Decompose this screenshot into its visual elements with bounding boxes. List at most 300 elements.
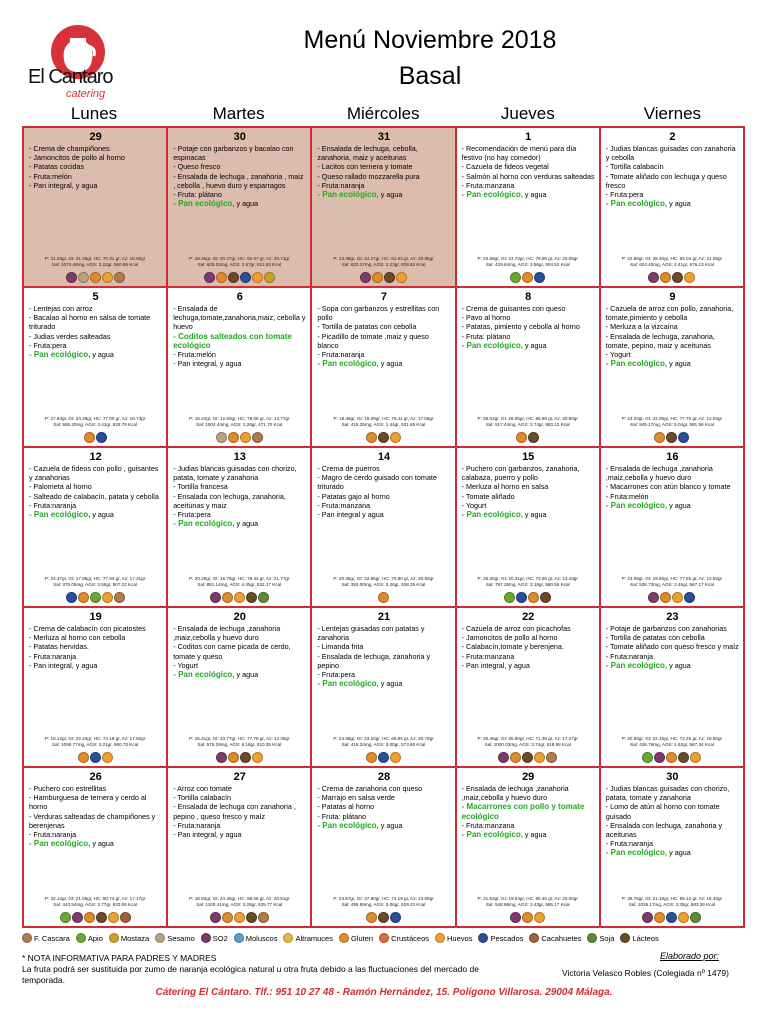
- menu-item: [606, 322, 739, 331]
- apio-icon: [60, 912, 71, 923]
- menu-item: [173, 510, 306, 519]
- menu-item: [29, 313, 162, 331]
- nutritionist-signature: Victoria Velasco Robles (Colegiada nº 1479): [562, 968, 729, 978]
- menu-item: [462, 162, 595, 171]
- nutrition-line-2: Sal: 1074.48mg, AGS: 3.22gr, 560.86 Kcal: [51, 262, 139, 267]
- apio-icon: [504, 592, 515, 603]
- menu-items: [462, 784, 595, 839]
- menu-item-text: - Fruta:pera: [317, 670, 355, 680]
- lacteos-icon: [96, 912, 107, 923]
- menu-item-suffix: y agua: [667, 359, 691, 369]
- day-number: 27: [233, 771, 246, 783]
- legend-item: [155, 933, 195, 943]
- legend-item: [76, 933, 103, 943]
- day-header-0: Lunes: [70, 104, 118, 123]
- day-number: 9: [669, 291, 676, 303]
- huevos-icon: [252, 752, 263, 763]
- cacahuetes-icon: [120, 912, 131, 923]
- menu-item-text: - Pan ecológico,: [605, 359, 668, 369]
- lacteos-icon: [672, 272, 683, 283]
- menu-item-text: - Tomate aliñado con lechuga y queso fresco: [605, 171, 727, 190]
- day-cell: [601, 288, 743, 446]
- legend-label: Crustáceos: [391, 933, 430, 943]
- menu-item: [606, 848, 739, 857]
- menu-items: [462, 624, 595, 670]
- legend-item: [620, 933, 658, 943]
- day-number: 1: [525, 131, 532, 143]
- nutrition-info: [28, 256, 162, 268]
- menu-item-text: - Cazuela de arroz con picachofas: [461, 624, 571, 633]
- menu-item: [173, 332, 306, 350]
- menu-item: [29, 341, 162, 350]
- huevos-icon: [234, 912, 245, 923]
- menu-item-suffix: y agua: [90, 350, 114, 360]
- menu-item-text: - Potaje de garbanzos con zanahorias: [605, 624, 727, 633]
- nutrition-line-2: Sal: 375.05mg, AGS: 3.55gr, 807.22 Kcal: [53, 582, 137, 587]
- menu-item: [29, 501, 162, 510]
- menu-item-text: - Pan ecológico,: [173, 199, 235, 209]
- nutrition-info: [461, 736, 595, 748]
- huevos-icon: [435, 933, 445, 943]
- nutrition-line-1: P: 18.49gr, Gt: 18.09gr, HC: 75.11 gr, Az: 17.55gr: [333, 416, 434, 421]
- day-number: 31: [377, 131, 391, 143]
- menu-item: [173, 144, 306, 162]
- nutrition-line-1: P: 24.37gr, Gt: 17.85gr, HC: 77.93 gr, Az: 17.21gr: [44, 576, 146, 581]
- menu-item: [317, 492, 450, 501]
- day-cell: [168, 608, 310, 766]
- allergen-icons: [168, 432, 310, 443]
- allergen-icons: [312, 912, 454, 923]
- apio-icon: [90, 592, 101, 603]
- menu-item-text: - Pan integral, y agua: [461, 660, 530, 670]
- menu-item-text: - Judias blancas guisadas con chorizo, patata, tomate y zanahoria: [605, 784, 730, 803]
- nutrition-line-2: Sal: 1095.77mg, AGS: 3.21gr, 560.70 Kcal: [51, 742, 139, 747]
- nutrition-line-1: P: 26.45gr, Gt: 20.37gr, HC: 82.07 gr, Az: 30.71gr: [189, 256, 290, 261]
- menu-item-text: - Judias verdes salteadas: [29, 331, 111, 341]
- menu-item-text: - Patatas gajo al horno: [317, 491, 390, 501]
- allergen-icons: [24, 272, 166, 283]
- menu-item: [173, 821, 306, 830]
- huevos-icon: [102, 592, 113, 603]
- menu-item: [29, 492, 162, 501]
- so2-icon: [72, 912, 83, 923]
- menu-item-text: - Recomendación de menú para día festivo (no hay comedor): [461, 144, 577, 163]
- nutrition-line-1: P: 28.76gr, Gt: 21.18gr, HC: 85.12 gr, Az: 15.40gr: [621, 896, 723, 901]
- menu-item-text: - Cazuela de arroz con pollo, zanahoria, tomate,pimiento y cebolla: [605, 304, 734, 323]
- nutrition-line-1: P: 15.24gr, Gt: 12.69gr, HC: 79.06 gr, Az: 13.77gr: [189, 416, 290, 421]
- menu-item: [317, 821, 450, 830]
- crustaceos-icon: [379, 933, 389, 943]
- menu-item: [606, 652, 739, 661]
- menu-item-text: - Judias blancas guisadas con chorizo, patata, tomate y zanahoria: [173, 464, 297, 483]
- menu-item-text: - Fruta:naranja: [29, 651, 77, 661]
- menu-item: [29, 181, 162, 190]
- menu-item-text: - Pan ecológico,: [461, 340, 523, 350]
- menu-item-text: - Ensalada de lechuga ,zanahoria ,maiz,cebolla y huevo duro: [605, 464, 713, 483]
- nutrition-info: [316, 896, 450, 908]
- menu-item-text: - Ensalada de lechuga,tomate,zanahoria,maiz, cebolla y huevo: [173, 304, 306, 332]
- menu-item: [29, 839, 162, 848]
- day-cell: [457, 448, 599, 606]
- menu-item: [462, 341, 595, 350]
- menu-items: [29, 784, 162, 848]
- menu-item-suffix: y agua: [522, 340, 547, 350]
- menu-item: [29, 661, 162, 670]
- so2-icon: [498, 752, 509, 763]
- nutrition-line-1: P: 31.25gr, Gt: 21.46gr, HC: 70.31 gr, Az: 16.95gr: [44, 256, 146, 261]
- menu-item: [606, 784, 739, 802]
- nutrition-info: [172, 256, 306, 268]
- menu-item: [173, 464, 306, 482]
- nutrition-line-2: Sal: 1000.03mg, AGS: 3.74gr, 618.98 Kcal: [484, 742, 571, 747]
- menu-item: [173, 802, 306, 820]
- allergen-icons: [24, 912, 166, 923]
- menu-item: [606, 464, 739, 482]
- menu-item-text: - Fruta:manzana: [461, 820, 515, 830]
- el-cantaro-logo: [22, 24, 130, 108]
- gluten-icon: [660, 272, 671, 283]
- menu-item: [317, 350, 450, 359]
- menu-item-text: - Tortilla calabacín: [605, 162, 664, 172]
- menu-item: [317, 473, 450, 491]
- nutrition-line-2: Sal: 833.27mg, AGS: 3.23gr, 628.62 Kcal: [341, 262, 426, 267]
- day-cell: [24, 768, 166, 926]
- pescados-icon: [390, 912, 401, 923]
- nutrition-line-2: Sal: 495.59mg, AGS: 3.06gr, 629.22 Kcal: [341, 902, 426, 907]
- nutrition-info: [605, 256, 739, 268]
- nutrition-line-2: Sal: 426.76mg, AGS: 1.62gr, 567.34 Kcal: [630, 742, 714, 747]
- menu-item-suffix: y agua: [522, 190, 547, 200]
- legend-label: Sesamo: [167, 933, 195, 943]
- huevos-icon: [108, 912, 119, 923]
- nutrition-line-1: P: 23.06gr, Gt: 19.56gr, HC: 77.55 gr, Az: 13.82gr: [621, 576, 723, 581]
- menu-item-text: - Patatas, pimiento y cebolla al horno: [461, 322, 580, 332]
- pescados-icon: [516, 592, 527, 603]
- menu-item-text: - Pan integral y agua: [317, 510, 384, 520]
- allergen-icons: [168, 912, 310, 923]
- menu-item-text: - Fruta: plátano: [461, 331, 511, 341]
- menu-item-text: - Crema de guisantes con queso: [461, 304, 566, 313]
- menu-item-text: - Crema de calabacín con picatostes: [29, 624, 146, 633]
- soja-icon: [587, 933, 597, 943]
- huevos-icon: [390, 432, 401, 443]
- nutrition-line-1: P: 20.45gr, Gt: 25.80gr, HC: 71.38 gr, Az: 17.27gr: [477, 736, 578, 741]
- menu-item-suffix: y agua: [90, 839, 114, 849]
- menu-item-text: - Tortilla de patatas con cebolla: [317, 322, 417, 332]
- menu-item: [606, 162, 739, 171]
- menu-items: [606, 624, 739, 670]
- nutrition-line-2: Sal: 548.86mg, AGS: 3.43gr, 585.17 Kcal: [485, 902, 570, 907]
- menu-item-text: - Arroz con tomate: [173, 784, 232, 793]
- so2-icon: [510, 912, 521, 923]
- menu-item: [462, 332, 595, 341]
- menu-item-suffix: y agua: [522, 510, 547, 520]
- menu-item: [462, 482, 595, 491]
- sesamo-icon: [78, 272, 89, 283]
- so2-icon: [360, 272, 371, 283]
- menu-item: [317, 304, 450, 322]
- nutrition-info: [172, 736, 306, 748]
- menu-item: [606, 802, 739, 820]
- nutrition-line-2: Sal: 393.00mg, AGS: 3.26gr, 538.35 Kcal: [341, 582, 426, 587]
- legend-item: [201, 933, 228, 943]
- menu-item-text: - Patatas cocidas: [29, 162, 85, 172]
- gluten-icon: [228, 752, 239, 763]
- menu-item: [606, 199, 739, 208]
- nutrition-line-2: Sal: 849.17mg, AGS: 5.04gr, 591.58 Kcal: [630, 422, 714, 427]
- nutrition-info: [28, 736, 162, 748]
- nutrition-line-2: Sal: 538.73mg, AGS: 3.46gr, 567.17 Kcal: [630, 582, 714, 587]
- menu-item: [317, 359, 450, 368]
- huevos-icon: [390, 752, 401, 763]
- menu-item: [462, 144, 595, 162]
- gluten-icon: [522, 912, 533, 923]
- allergen-icons: [168, 272, 310, 283]
- nutrition-info: [461, 576, 595, 588]
- day-number: 14: [377, 451, 391, 463]
- menu-item-text: - Queso fresco: [173, 162, 221, 172]
- menu-item: [462, 464, 595, 482]
- menu-items: [462, 304, 595, 350]
- menu-item: [173, 162, 306, 171]
- cascara-icon: [114, 592, 125, 603]
- menu-item: [173, 350, 306, 359]
- menu-items: [317, 624, 450, 688]
- huevos-icon: [684, 272, 695, 283]
- menu-item: [317, 679, 450, 688]
- allergen-icons: [457, 912, 599, 923]
- menu-item: [317, 793, 450, 802]
- menu-item-text: - Pan ecológico,: [461, 190, 523, 200]
- gluten-icon: [78, 752, 89, 763]
- altramuces-icon: [283, 933, 293, 943]
- menu-item-text: - Fruta:naranja: [29, 830, 77, 840]
- nutrition-line-2: Sal: 628.02mg, AGS: 2.67gr, 611.63 Kcal: [197, 262, 281, 267]
- so2-icon: [204, 272, 215, 283]
- menu-item: [606, 350, 739, 359]
- day-cell: [24, 608, 166, 766]
- gluten-icon: [216, 272, 227, 283]
- menu-item-text: - Crema de zanahoria con queso: [317, 784, 423, 793]
- legend-item: [234, 933, 278, 943]
- legend-item: [339, 933, 373, 943]
- menu-item: [606, 359, 739, 368]
- so2-icon: [66, 272, 77, 283]
- so2-icon: [216, 752, 227, 763]
- menu-item-suffix: y agua: [234, 670, 259, 680]
- gluten-icon: [522, 272, 533, 283]
- nota-title: * NOTA INFORMATIVA PARA PADRES Y MADRES: [22, 953, 217, 963]
- menu-item-text: - Pan ecológico,: [317, 820, 379, 830]
- menu-item-text: - Yogurt: [605, 350, 631, 360]
- menu-item-text: - Merluza al horno con cebolla: [29, 633, 126, 643]
- huevos-icon: [234, 592, 245, 603]
- nutrition-line-1: P: 27.84gr, Gt: 24.29gr, HC: 77.00 gr, Az: 16.73gr: [44, 416, 146, 421]
- legend-item: [283, 933, 333, 943]
- menu-item-text: - Potaje con garbanzos y bacalao con espinacas: [173, 144, 294, 163]
- menu-item: [317, 812, 450, 821]
- logo-name: El Cantaro: [28, 66, 113, 88]
- day-number: 20: [233, 611, 246, 623]
- pescados-icon: [678, 432, 689, 443]
- nutrition-line-2: Sal: 565.20mg, AGS: 3.41gr, 628.79 Kcal: [53, 422, 137, 427]
- menu-item: [606, 332, 739, 350]
- gluten-icon: [90, 272, 101, 283]
- day-cell: [24, 288, 166, 446]
- menu-item-text: - Sopa con garbanzos y estrellitas con pollo: [317, 304, 440, 323]
- menu-item: [29, 642, 162, 651]
- menu-item-text: - Pan ecológico,: [173, 670, 235, 680]
- allergen-icons: [601, 752, 743, 763]
- menu-item: [173, 784, 306, 793]
- menu-item-suffix: y agua: [667, 660, 691, 670]
- menu-item-text: - Crema de puerros: [317, 464, 380, 473]
- menu-items: [173, 304, 306, 368]
- menu-item: [462, 784, 595, 802]
- menu-item-text: - Tortilla francesa: [173, 482, 228, 492]
- menu-items: [173, 624, 306, 679]
- day-number: 5: [92, 291, 99, 303]
- menu-item: [29, 652, 162, 661]
- legend-label: Moluscos: [245, 933, 278, 943]
- menu-item-text: - Crema de champiñones: [29, 144, 110, 153]
- nutrition-info: [172, 416, 306, 428]
- menu-item: [606, 144, 739, 162]
- nutrition-info: [461, 416, 595, 428]
- pescados-icon: [66, 592, 77, 603]
- so2-icon: [210, 592, 221, 603]
- menu-item: [29, 172, 162, 181]
- menu-item-text: - Fruta: plátano: [317, 811, 367, 821]
- menu-item-text: - Pan integral, y agua: [173, 830, 242, 840]
- menu-item: [606, 839, 739, 848]
- so2-icon: [210, 912, 221, 923]
- menu-item-text: - Merluza a la vizcaína: [605, 322, 678, 332]
- nutrition-info: [605, 416, 739, 428]
- day-cell: [312, 768, 454, 926]
- huevos-icon: [252, 272, 263, 283]
- day-header-1: Martes: [212, 104, 265, 123]
- cacahuetes-icon: [529, 933, 539, 943]
- menu-item-text: - Salmón al horno con verduras salteadas: [461, 171, 595, 181]
- day-cell: [457, 288, 599, 446]
- menu-item-text: - Fruta:naranja: [605, 839, 653, 849]
- menu-item: [462, 501, 595, 510]
- menu-item-text: - Marrajo en salsa verde: [317, 793, 395, 803]
- menu-item: [317, 624, 450, 642]
- lacteos-icon: [246, 592, 257, 603]
- menu-item-suffix: y agua: [378, 679, 403, 689]
- lacteos-icon: [378, 912, 389, 923]
- lacteos-icon: [678, 752, 689, 763]
- menu-item-text: - Fruta:naranja: [29, 500, 77, 510]
- menu-item-text: - Pavo al horno: [461, 313, 511, 323]
- nutrition-line-1: P: 21.62gr, Gt: 19.54gr, HC: 85.45 gr, Az: 20.00gr: [477, 896, 578, 901]
- nutrition-line-2: Sal: 1004.44mg, AGS: 2.26gr, 471.70 Kcal: [196, 422, 283, 427]
- legend-item: [587, 933, 614, 943]
- gluten-icon: [378, 592, 389, 603]
- day-number: 7: [380, 291, 388, 303]
- nutrition-info: [316, 256, 450, 268]
- nutrition-line-2: Sal: 443.54mg, AGS: 3.77gr, 633.06 Kcal: [53, 902, 137, 907]
- legend-item: [435, 933, 472, 943]
- day-number: 8: [525, 291, 532, 303]
- day-header-4: Viernes: [643, 104, 702, 123]
- menu-item: [173, 172, 306, 190]
- gluten-icon: [372, 272, 383, 283]
- menu-item-text: - Macarrones con pollo y tomate ecológico: [461, 802, 585, 821]
- menu-item: [317, 322, 450, 331]
- menu-item-suffix: y agua: [234, 519, 259, 529]
- menu-item-text: - Bacalao al horno en salsa de tomate triturado: [29, 313, 151, 332]
- allergen-icons: [24, 592, 166, 603]
- nutrition-line-2: Sal: 1100.41mg, AGS: 3.28gr, 625.77 Kcal: [196, 902, 283, 907]
- menu-item-text: - Fruta:pera: [29, 340, 67, 350]
- menu-item: [29, 830, 162, 839]
- huevos-icon: [240, 432, 251, 443]
- pescados-icon: [96, 432, 107, 443]
- pescados-icon: [90, 752, 101, 763]
- day-cell: [457, 608, 599, 766]
- legend-label: Gluten: [350, 933, 374, 943]
- menu-items: [317, 464, 450, 519]
- menu-item: [29, 510, 162, 519]
- menu-item: [317, 642, 450, 651]
- day-cell: [312, 448, 454, 606]
- gluten-icon: [510, 752, 521, 763]
- menu-item: [317, 172, 450, 181]
- cascara-icon: [258, 912, 269, 923]
- allergen-icons: [601, 912, 743, 923]
- menu-item-suffix: y agua: [522, 830, 547, 840]
- menu-item: [29, 304, 162, 313]
- menu-item-suffix: y agua: [667, 500, 691, 510]
- menu-item-text: - Ensalada con lechuga, zanahoria, aceitunas y maiz: [173, 491, 286, 510]
- day-cell: [168, 128, 310, 286]
- menu-items: [173, 784, 306, 839]
- legend-label: Lácteos: [632, 933, 659, 943]
- day-cell: [601, 608, 743, 766]
- day-cell: [312, 288, 454, 446]
- legend-label: Mostaza: [120, 933, 150, 943]
- menu-grid: [22, 126, 745, 928]
- menu-item: [29, 812, 162, 830]
- menu-item-text: - Fruta:melón: [605, 491, 649, 501]
- menu-item: [606, 172, 739, 190]
- menu-item: [317, 802, 450, 811]
- menu-item: [29, 793, 162, 811]
- menu-items: [173, 464, 306, 528]
- menu-item: [173, 670, 306, 679]
- day-cell: [457, 128, 599, 286]
- so2-icon: [642, 912, 653, 923]
- menu-items: [606, 144, 739, 208]
- mostaza-icon: [109, 933, 119, 943]
- menu-item: [606, 821, 739, 839]
- menu-item: [462, 492, 595, 501]
- menu-item-text: - Pan integral, y agua: [29, 180, 98, 190]
- menu-item: [173, 661, 306, 670]
- legend-item: [22, 933, 70, 943]
- nutrition-info: [28, 416, 162, 428]
- cascara-icon: [252, 432, 263, 443]
- menu-item: [173, 359, 306, 368]
- menu-item-text: - Pan ecológico,: [317, 190, 379, 200]
- nota-body: La fruta podrá ser sustituida por zumo de naranja ecológica natural u otra fruta debido a las fluctuaciones del mercado de temporada.: [22, 964, 479, 985]
- menu-item-text: - Pan integral, y agua: [29, 660, 98, 670]
- allergen-icons: [24, 432, 166, 443]
- menu-item-text: - Lentejas guisadas con patatas y zanahoria: [317, 624, 425, 643]
